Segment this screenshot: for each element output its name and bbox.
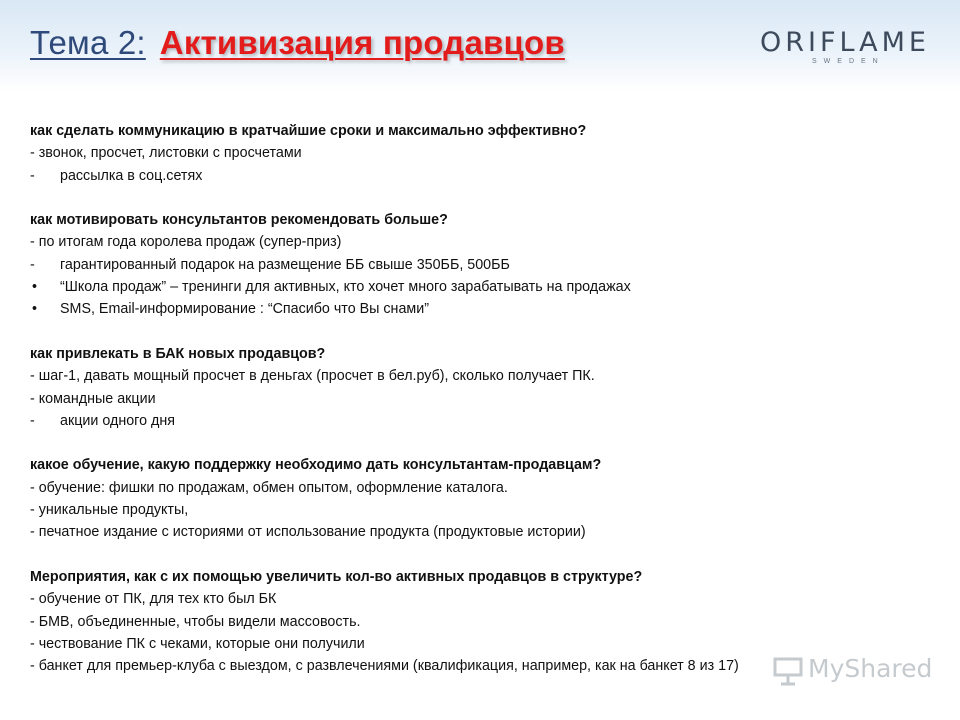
list-item: - чествование ПК с чеками, которые они получили — [30, 635, 365, 652]
list-item: - печатное издание с историями от использование продукта (продуктовые истории) — [30, 524, 586, 541]
list-item: - обучение от ПК, для тех кто был БК — [30, 591, 277, 608]
bullet-icon: • — [32, 301, 38, 318]
slide-title — [30, 24, 565, 62]
question-heading: какое обучение, какую поддержку необходимо дать консультантам-продавцам? — [30, 457, 602, 474]
list-item: - звонок, просчет, листовки с просчетами — [30, 145, 302, 162]
watermark-text: MyShared — [808, 654, 933, 683]
slide-header — [0, 0, 960, 92]
spacer — [30, 432, 930, 454]
list-item — [30, 298, 930, 320]
list-item-text: “Школа продаж” – тренинги для активных, кто хочет много зарабатывать на продажах — [60, 279, 631, 296]
dash-marker: - — [30, 256, 35, 273]
list-item: - шаг-1, давать мощный просчет в деньгах (просчет в бел.руб), сколько получает ПК. — [30, 368, 595, 385]
logo-wordmark: ORIFLAME — [760, 27, 930, 58]
list-item: - по итогам года королева продаж (супер-приз) — [30, 234, 342, 251]
list-item — [30, 254, 930, 276]
slide-body — [30, 120, 930, 677]
list-item-text: гарантированный подарок на размещение ББ свыше 350ББ, 500ББ — [60, 256, 510, 273]
title-prefix: Тема 2: — [30, 24, 146, 61]
spacer — [30, 544, 930, 566]
list-item: - уникальные продукты, — [30, 502, 189, 519]
question-heading: Мероприятия, как с их помощью увеличить кол-во активных продавцов в структуре? — [30, 568, 643, 585]
question-heading: как привлекать в БАК новых продавцов? — [30, 345, 326, 362]
list-item — [30, 165, 930, 187]
list-item: - БМВ, объединенные, чтобы видели массовость. — [30, 613, 361, 630]
spacer — [30, 187, 930, 209]
title-topic: Активизация продавцов — [159, 24, 565, 61]
spacer — [30, 321, 930, 343]
logo-subtext: SWEDEN — [812, 58, 885, 65]
list-item: - обучение: фишки по продажам, обмен опытом, оформление каталога. — [30, 479, 508, 496]
list-item — [30, 410, 930, 432]
dash-marker: - — [30, 167, 35, 184]
dash-marker: - — [30, 412, 35, 429]
list-item — [30, 276, 930, 298]
oriflame-logo — [760, 28, 940, 68]
list-item-text: акции одного дня — [60, 412, 175, 429]
bullet-icon: • — [32, 279, 38, 296]
list-item-text: SMS, Email-информирование : “Спасибо что Вы снами” — [60, 301, 429, 318]
question-heading: как сделать коммуникацию в кратчайшие сроки и максимально эффективно? — [30, 123, 587, 139]
question-heading: как мотивировать консультантов рекомендовать больше? — [30, 212, 448, 229]
list-item-text: рассылка в соц.сетях — [60, 167, 203, 184]
list-item: - банкет для премьер-клуба с выездом, с развлечениями (квалификация, например, как на банкет 8 из 17) — [30, 658, 739, 675]
list-item: - командные акции — [30, 390, 156, 407]
